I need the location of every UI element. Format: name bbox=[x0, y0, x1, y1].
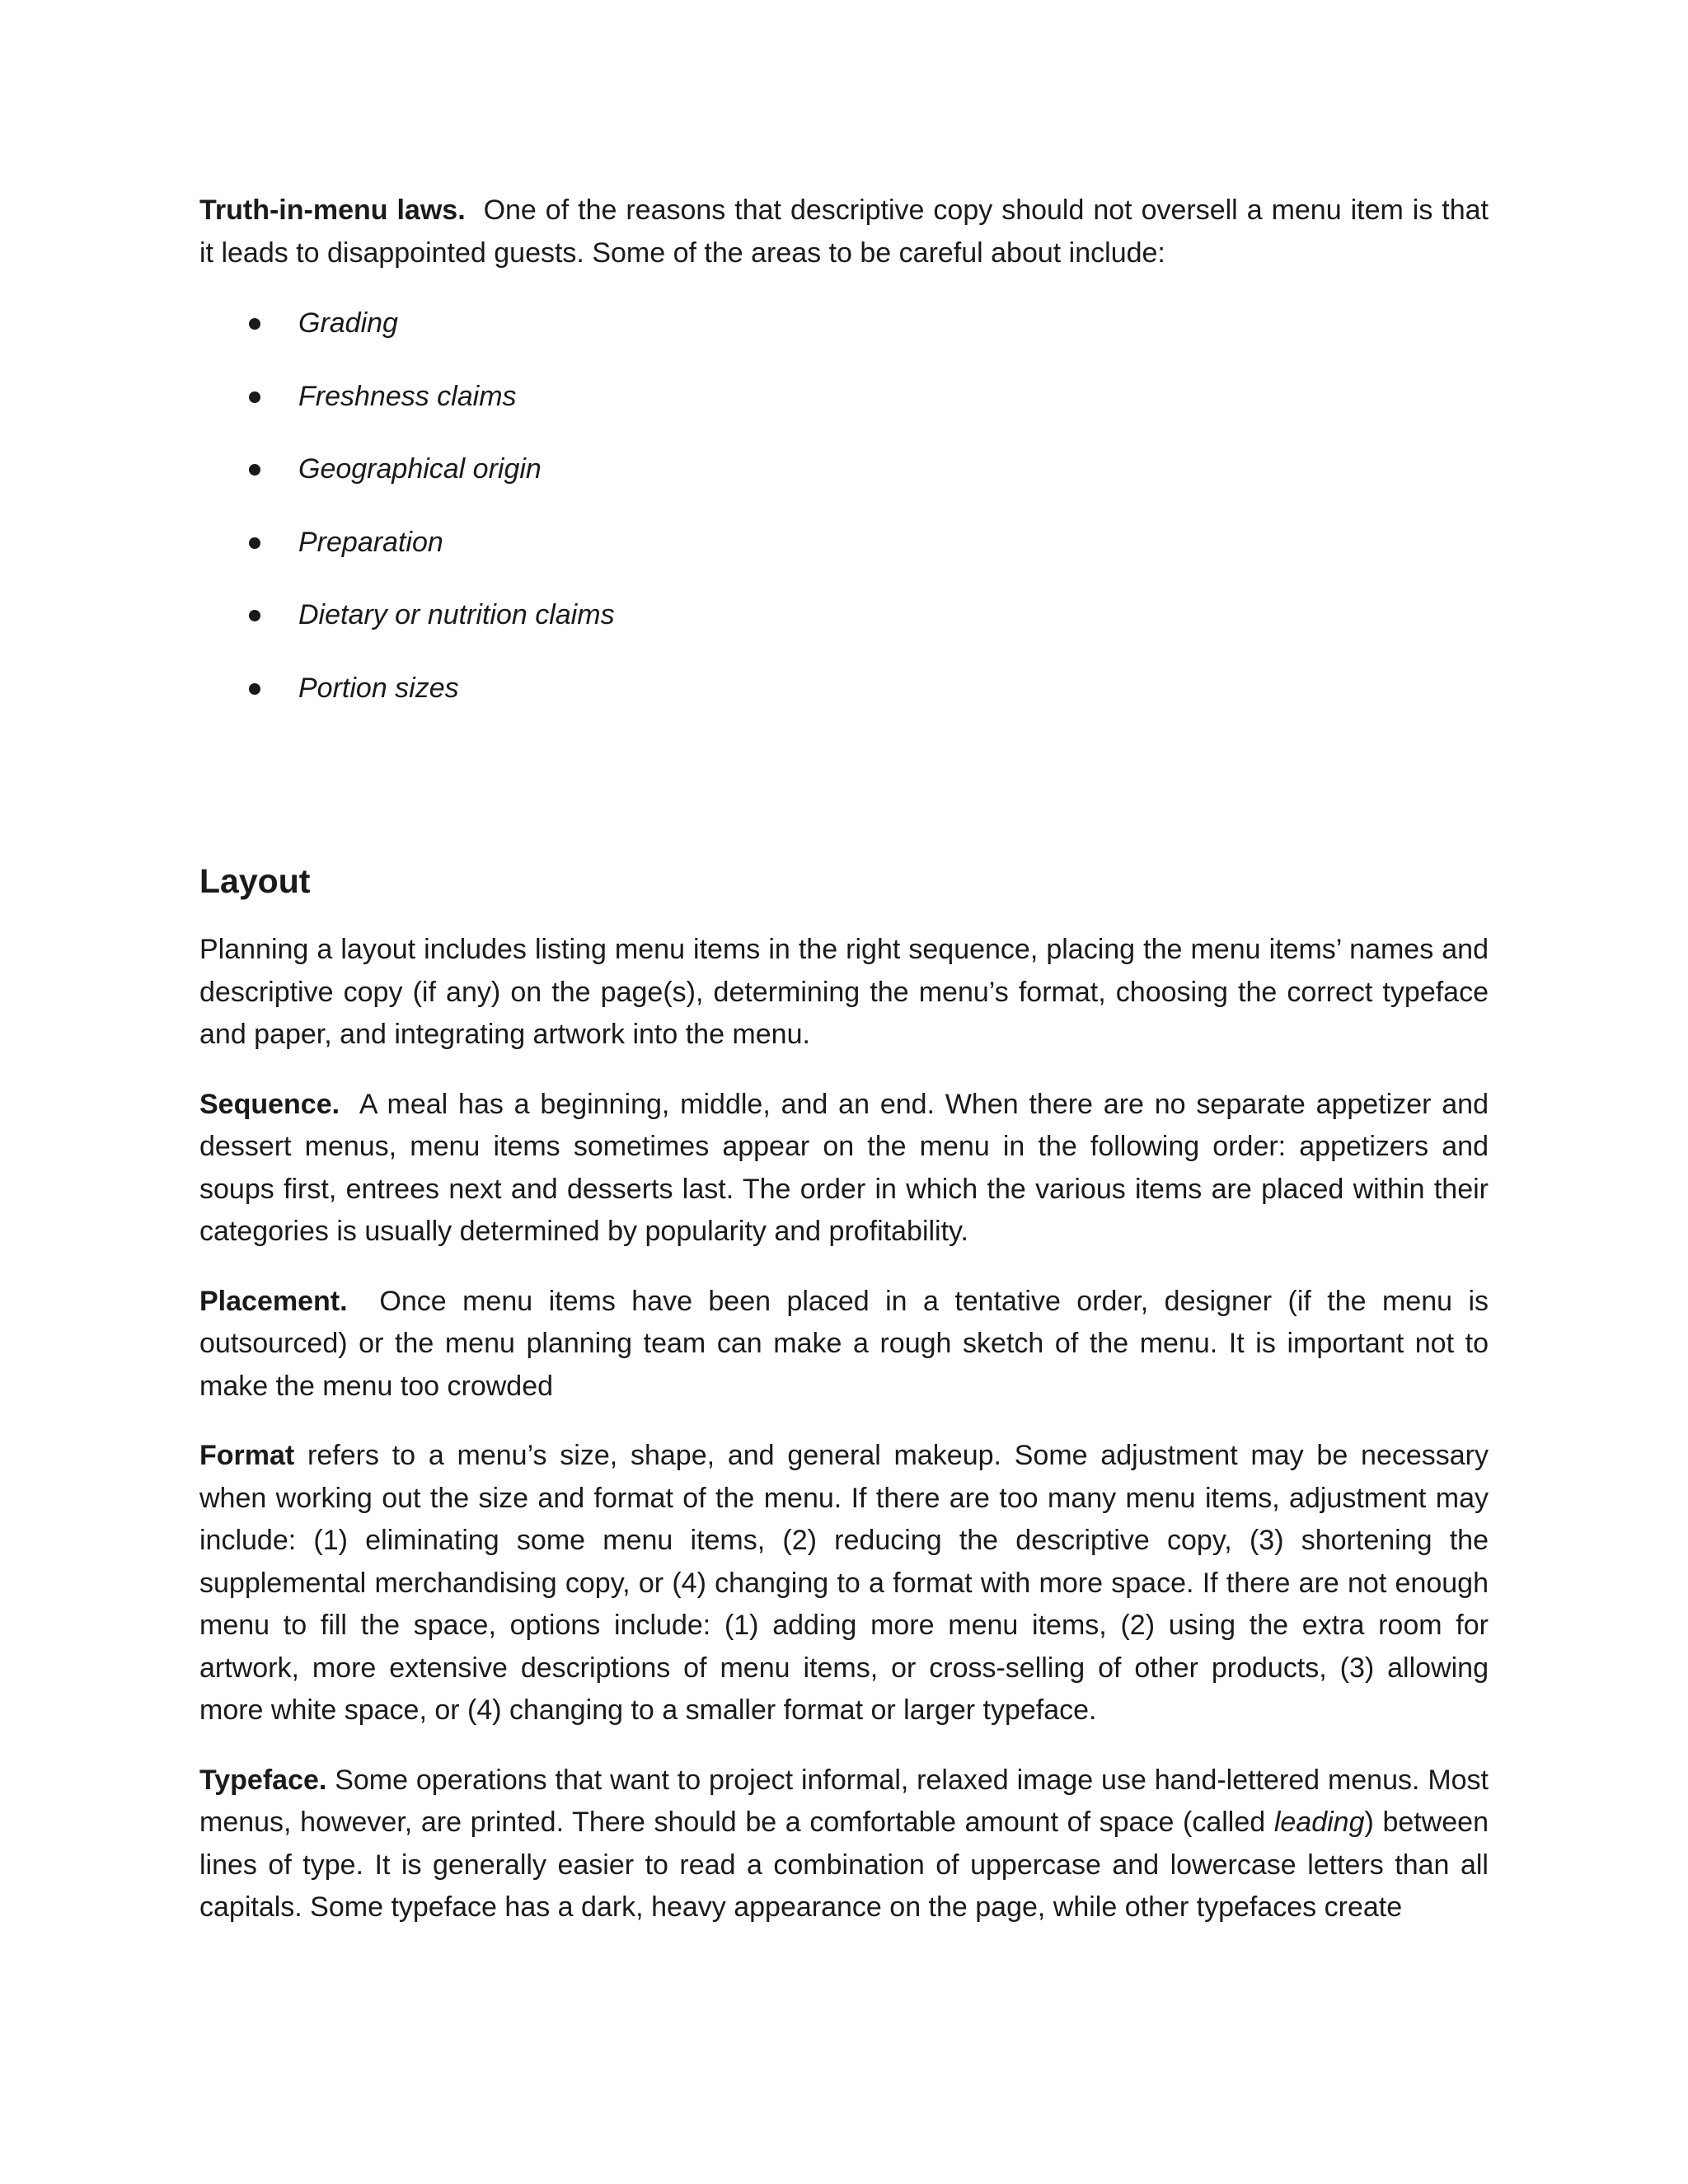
sequence-label: Sequence. bbox=[199, 1088, 340, 1120]
layout-heading: Layout bbox=[199, 862, 311, 900]
bullet-icon bbox=[249, 318, 260, 330]
truth-in-menu-label: Truth-in-menu laws. bbox=[199, 194, 466, 226]
sequence-paragraph bbox=[199, 1084, 1489, 1254]
list-item: Grading bbox=[199, 302, 1489, 345]
placement-paragraph bbox=[199, 1281, 1489, 1408]
bullet-icon bbox=[249, 610, 260, 621]
placement-text: Once menu items have been placed in a tentative order, designer (if the menu is outsourced) or the menu planning team can make a rough sketch of the menu. It is important not to make the menu too crowded bbox=[199, 1285, 1489, 1402]
list-item: Dietary or nutrition claims bbox=[199, 594, 1489, 637]
typeface-text-after: ) between lines of type. It is generally easier to read a combination of uppercase and lowercase letters than all capitals. Some typeface has a dark, heavy appearance on the page, while other typefaces create bbox=[199, 1807, 1489, 1923]
typeface-paragraph bbox=[199, 1760, 1489, 1929]
typeface-term: leading bbox=[1273, 1807, 1365, 1838]
format-text: refers to a menu’s size, shape, and general makeup. Some adjustment may be necessary when working out the size and format of the menu. If there are too many menu items, adjustment may include: (1) eliminating some menu items, (2) reducing the descriptive copy, (3) shortening the supplemental merchandising copy, or (4) changing to a format with more space. If there are not enough menu to fill the space, options include: (1) adding more menu items, (2) using the extra room for artwork, more extensive descriptions of menu items, or cross-selling of other products, (3) allowing more white space, or (4) changing to a smaller format or larger typeface. bbox=[199, 1440, 1489, 1726]
list-item: Portion sizes bbox=[199, 668, 1489, 710]
bullet-icon bbox=[249, 391, 260, 403]
document-page bbox=[199, 190, 1489, 1929]
list-item: Preparation bbox=[199, 522, 1489, 565]
sequence-text: A meal has a beginning, middle, and an end. When there are no separate appetizer and dessert menus, menu items sometimes appear on the menu in the following order: appetizers and soups first, entrees next and desserts last. The order in which the various items are placed within their categories is usually determined by popularity and profitability. bbox=[199, 1088, 1489, 1247]
layout-intro-paragraph: Planning a layout includes listing menu items in the right sequence, placing the menu items’ names and descriptive copy (if any) on the page(s), determining the menu’s format, choosing the correct typeface and paper, and integrating artwork into the menu. bbox=[199, 934, 1489, 1050]
typeface-label: Typeface. bbox=[199, 1764, 327, 1796]
bullet-icon bbox=[249, 683, 260, 695]
format-label: Format bbox=[199, 1440, 295, 1471]
list-item: Freshness claims bbox=[199, 376, 1489, 419]
bullet-icon bbox=[249, 537, 260, 549]
truth-in-menu-text: One of the reasons that descriptive copy should not oversell a menu item is that it leads to disappointed guests. Some of the areas to be careful about include: bbox=[199, 194, 1489, 269]
truth-in-menu-paragraph bbox=[199, 190, 1489, 274]
format-paragraph bbox=[199, 1435, 1489, 1732]
typeface-text-before: Some operations that want to project informal, relaxed image use hand-lettered menus. Most menus, however, are printed. There should be a comfortable amount of space (called bbox=[199, 1764, 1489, 1838]
bullet-icon bbox=[249, 464, 260, 476]
placement-label: Placement. bbox=[199, 1285, 348, 1317]
list-item: Geographical origin bbox=[199, 448, 1489, 491]
truth-in-menu-list bbox=[199, 302, 1489, 710]
